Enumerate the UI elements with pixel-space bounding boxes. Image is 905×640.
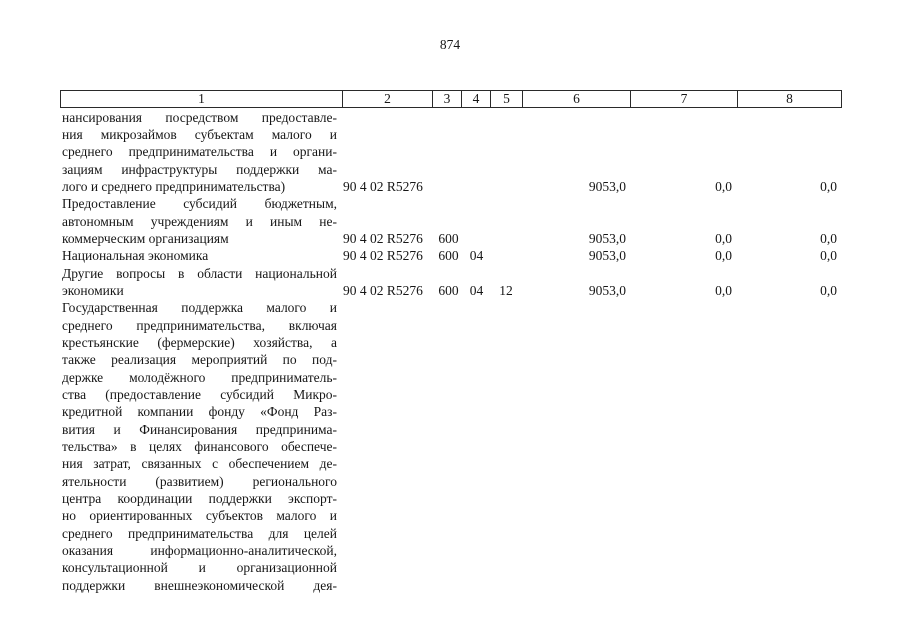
table-row [60, 247, 842, 264]
row-description [60, 265, 342, 300]
description-line: ния микрозаймов субъектам малого и [62, 126, 337, 142]
description-line: тельства» в целях финансового обеспече- [62, 439, 337, 455]
column-6-cell: 9053,0 [588, 178, 626, 194]
description-line: поддержки внешнеэкономической дея- [62, 577, 337, 593]
description-line: автономным учреждениям и иным не- [62, 213, 337, 229]
table-row [60, 299, 842, 594]
column-5-cell: 12 [499, 282, 513, 298]
description-line: ния затрат, связанных с обеспечением де- [62, 456, 337, 472]
table-row [60, 109, 842, 196]
description-line: среднего предпринимательства, включая [62, 317, 337, 333]
description-line: ятельности (развитием) регионального [62, 473, 337, 489]
row-description [60, 247, 342, 264]
column-3-cell: 600 [438, 230, 459, 246]
description-line: крестьянские (фермерские) хозяйства, а [62, 334, 337, 350]
column-7-cell: 0,0 [715, 178, 732, 194]
column-3-cell: 600 [438, 248, 459, 264]
table-header-row [60, 90, 842, 108]
column-6-cell: 9053,0 [588, 230, 626, 246]
description-line: центра координации поддержки экспорт- [62, 491, 337, 507]
description-line: зациям инфраструктуры поддержки ма- [62, 161, 337, 177]
description-line: нансирования посредством предоставле- [62, 109, 337, 125]
column-6-cell: 9053,0 [588, 282, 626, 298]
description-line: среднего предпринимательства и органи- [62, 144, 337, 160]
row-description [60, 299, 342, 594]
header-cell-4: 4 [461, 90, 490, 108]
description-line: экономики [62, 282, 124, 298]
description-line: оказания информационно-аналитической, [62, 543, 337, 559]
row-description [60, 195, 342, 247]
description-line: но ориентированных субъектов малого и [62, 508, 337, 524]
column-2-cell: 90 4 02 R5276 [343, 230, 423, 246]
column-8-cell: 0,0 [820, 282, 837, 298]
budget-table [60, 90, 842, 594]
header-cell-2: 2 [342, 90, 432, 108]
description-line: вития и Финансирования предпринима- [62, 421, 337, 437]
column-8-cell: 0,0 [820, 178, 837, 194]
column-8-cell: 0,0 [820, 230, 837, 246]
table-row [60, 195, 842, 247]
description-line: держке молодёжного предприниматель- [62, 369, 337, 385]
header-cell-7: 7 [630, 90, 737, 108]
header-cell-3: 3 [432, 90, 461, 108]
column-3-cell: 600 [438, 282, 459, 298]
column-4-cell: 04 [469, 282, 484, 298]
column-8-cell: 0,0 [820, 248, 837, 264]
header-cell-8: 8 [737, 90, 842, 108]
description-line: Государственная поддержка малого и [62, 300, 337, 316]
page-number: 874 [439, 37, 461, 52]
column-2-cell: 90 4 02 R5276 [343, 282, 423, 298]
description-line: Национальная экономика [62, 248, 209, 264]
description-line: коммерческим организациям [62, 230, 229, 246]
description-line: среднего предпринимательства для целей [62, 525, 337, 541]
column-2-cell: 90 4 02 R5276 [343, 248, 423, 264]
description-line: Другие вопросы в области национальной [62, 265, 337, 281]
column-7-cell: 0,0 [715, 248, 732, 264]
header-cell-6: 6 [522, 90, 630, 108]
column-4-cell: 04 [469, 248, 484, 264]
description-line: ства (предоставление субсидий Микро- [62, 387, 337, 402]
description-line: Предоставление субсидий бюджетным, [62, 196, 337, 212]
description-line: лого и среднего предпринимательства) [62, 178, 286, 194]
table-row [60, 265, 842, 300]
header-cell-5: 5 [490, 90, 522, 108]
column-6-cell: 9053,0 [588, 248, 626, 264]
column-2-cell: 90 4 02 R5276 [343, 178, 423, 194]
description-line: кредитной компании фонду «Фонд Раз- [62, 404, 337, 420]
header-cell-1: 1 [60, 90, 342, 108]
description-line: консультационной и организационной [62, 560, 337, 576]
column-7-cell: 0,0 [715, 230, 732, 246]
description-line: также реализация мероприятий по под- [62, 352, 337, 368]
column-7-cell: 0,0 [715, 282, 732, 298]
row-description [60, 109, 342, 196]
table-body [60, 109, 842, 595]
